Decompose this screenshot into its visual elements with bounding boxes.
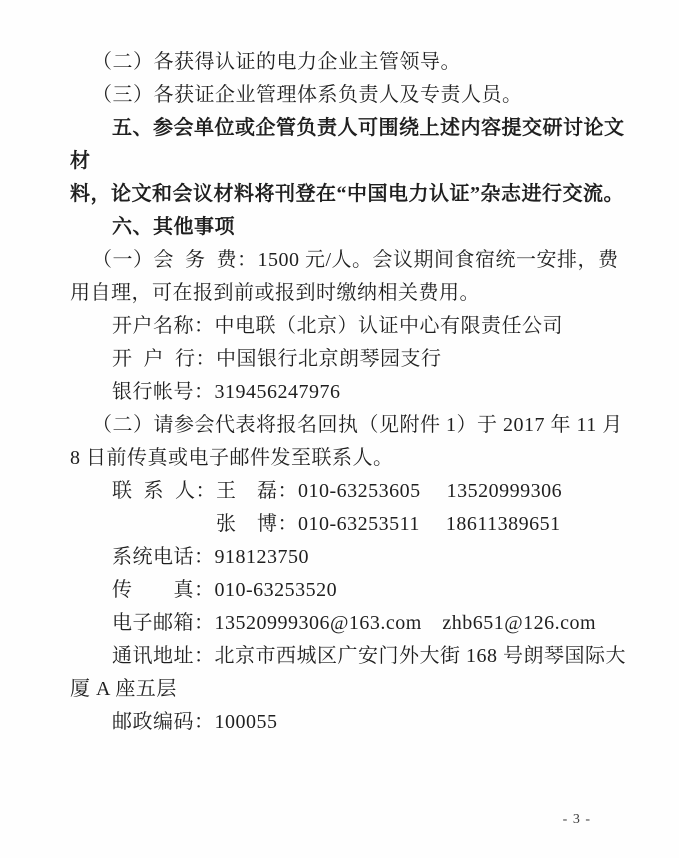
document-line: 传 真：010-63253520 (112, 579, 338, 601)
page-number: - 3 - (562, 812, 591, 827)
document-line: 邮政编码：100055 (112, 711, 278, 733)
document-line: （一）会 务 费：1500 元/人。会议期间食宿统一安排，费 (92, 249, 619, 271)
document-line: 开 户 行：中国银行北京朗琴园支行 (112, 348, 442, 370)
document-line: 厦 A 座五层 (70, 678, 177, 700)
document-line: 联 系 人：王 磊：010-63253605 13520999306 (112, 480, 563, 502)
document-line: 系统电话：918123750 (112, 546, 309, 568)
document-line: 料，论文和会议材料将刊登在“中国电力认证”杂志进行交流。 (70, 183, 624, 205)
document-line: 开户名称：中电联（北京）认证中心有限责任公司 (112, 315, 563, 337)
document-line: 8 日前传真或电子邮件发至联系人。 (70, 447, 394, 469)
document-line: 银行帐号：319456247976 (112, 381, 341, 403)
document-line: （二）各获得认证的电力企业主管领导。 (92, 51, 461, 73)
document-line: 六、其他事项 (112, 216, 235, 238)
document-line: 通讯地址：北京市西城区广安门外大街 168 号朗琴国际大 (112, 645, 626, 667)
document-line: 张 博：010-63253511 18611389651 (216, 513, 561, 535)
document-line: （二）请参会代表将报名回执（见附件 1）于 2017 年 11 月 (92, 414, 623, 436)
document-line: 用自理，可在报到前或报到时缴纳相关费用。 (70, 282, 480, 304)
document-line: 五、参会单位或企管负责人可围绕上述内容提交研讨论文材 (70, 117, 625, 172)
document-line: （三）各获证企业管理体系负责人及专责人员。 (92, 84, 523, 106)
document-line: 电子邮箱：13520999306@163.com zhb651@126.com (112, 612, 597, 634)
document-body (0, 46, 679, 739)
